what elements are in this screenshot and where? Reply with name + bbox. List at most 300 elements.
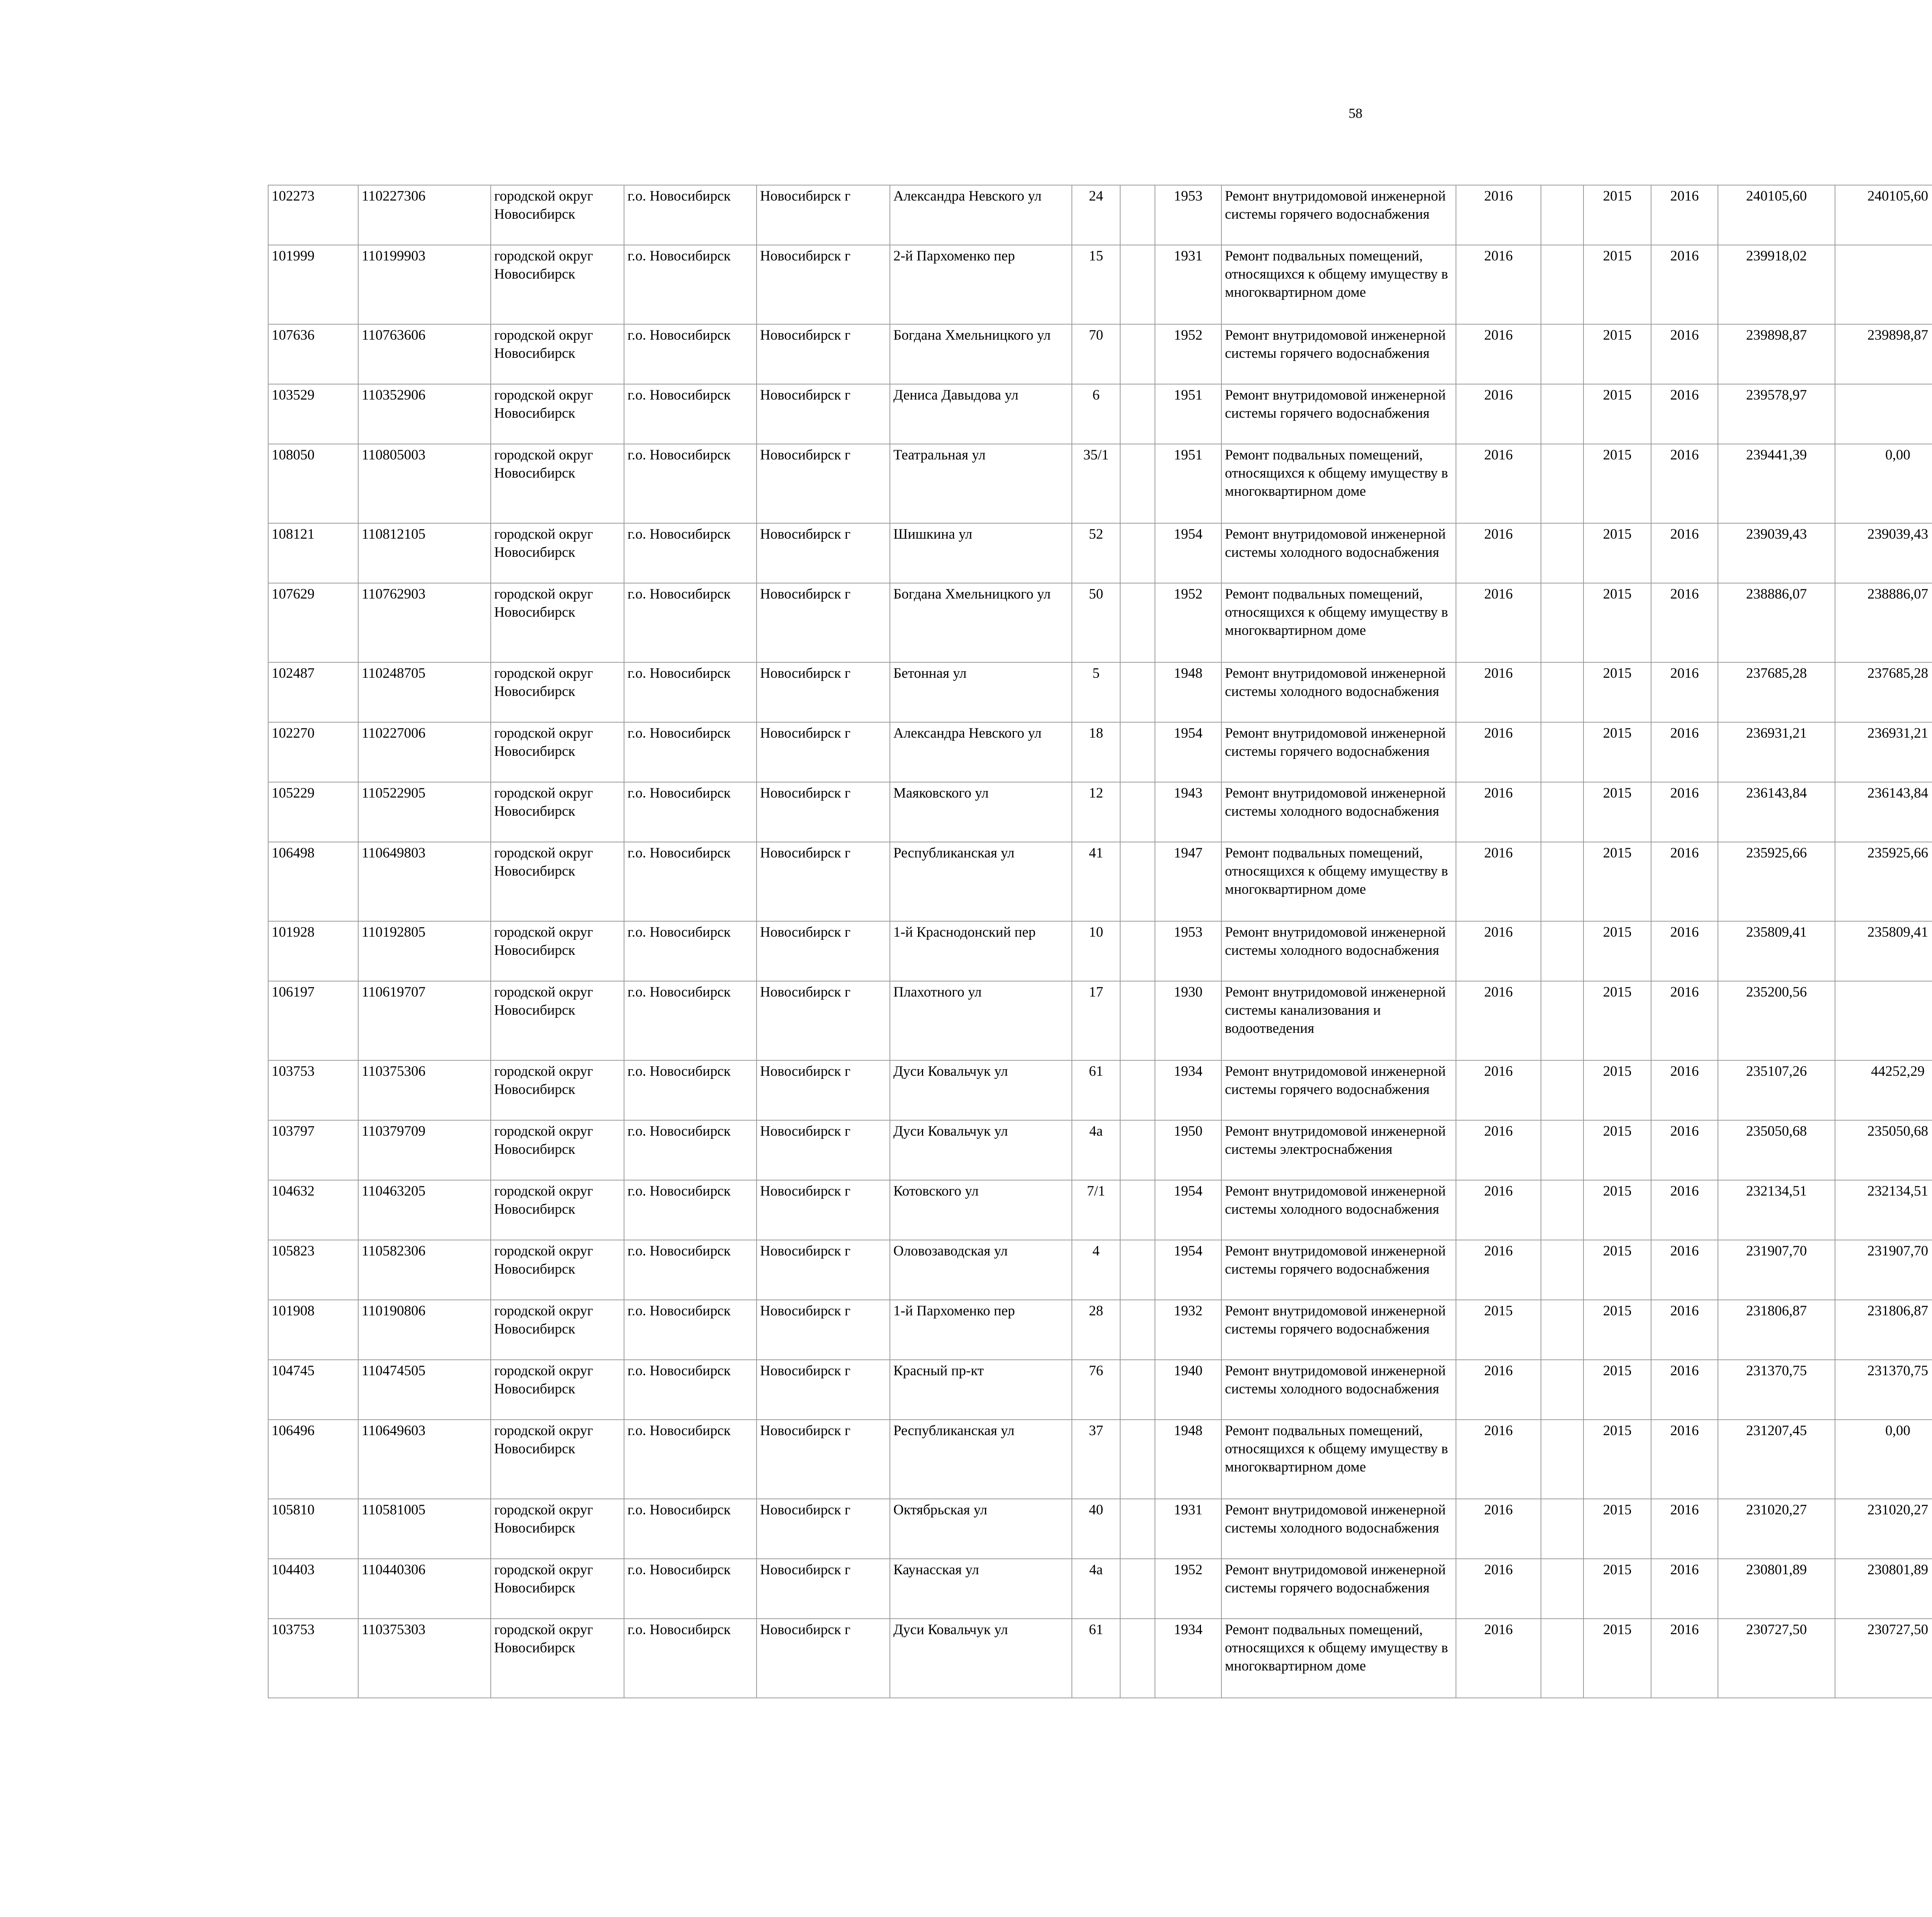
cell-locality-code: г.о. Новосибирск — [624, 842, 757, 921]
cell-object-id: 108050 — [268, 444, 358, 523]
table-row — [268, 1300, 1932, 1360]
cell-city: Новосибирск г — [757, 523, 890, 583]
cell-col-11 — [1541, 245, 1583, 324]
cell-building — [1120, 1240, 1155, 1300]
cell-municipality: городской округ Новосибирск — [491, 1559, 624, 1619]
cell-fund-amount: 232134,51 — [1835, 1180, 1932, 1240]
cell-period-start: 2015 — [1583, 1499, 1651, 1559]
cell-construction-year: 1940 — [1155, 1360, 1221, 1420]
cell-house-number: 10 — [1072, 921, 1120, 981]
cell-construction-year: 1952 — [1155, 1559, 1221, 1619]
cell-fund-amount: 231370,75 — [1835, 1360, 1932, 1420]
table-row — [268, 245, 1932, 324]
cell-col-11 — [1541, 782, 1583, 842]
cell-locality-code: г.о. Новосибирск — [624, 1060, 757, 1120]
cell-locality-code: г.о. Новосибирск — [624, 245, 757, 324]
cell-building — [1120, 981, 1155, 1060]
cell-construction-year: 1954 — [1155, 722, 1221, 782]
cell-house-code: 110474505 — [358, 1360, 491, 1420]
cell-work-type: Ремонт внутридомовой инженерной системы холодного водоснабжения — [1221, 1499, 1456, 1559]
cell-house-number: 70 — [1072, 324, 1120, 384]
cell-municipality: городской округ Новосибирск — [491, 1499, 624, 1559]
cell-period-end: 2016 — [1651, 185, 1718, 245]
cell-object-id: 104632 — [268, 1180, 358, 1240]
cell-period-end: 2016 — [1651, 523, 1718, 583]
cell-total-cost: 239578,97 — [1718, 384, 1835, 444]
cell-col-11 — [1541, 1499, 1583, 1559]
cell-total-cost: 231907,70 — [1718, 1240, 1835, 1300]
cell-street: Богдана Хмельницкого ул — [890, 583, 1072, 662]
cell-house-code: 110805003 — [358, 444, 491, 523]
cell-house-number: 41 — [1072, 842, 1120, 921]
cell-total-cost: 240105,60 — [1718, 185, 1835, 245]
cell-plan-year: 2016 — [1456, 662, 1541, 722]
cell-total-cost: 239441,39 — [1718, 444, 1835, 523]
page-number: 58 — [1349, 105, 1362, 121]
cell-house-number: 18 — [1072, 722, 1120, 782]
cell-house-number: 52 — [1072, 523, 1120, 583]
cell-city: Новосибирск г — [757, 185, 890, 245]
cell-city: Новосибирск г — [757, 1300, 890, 1360]
cell-period-end: 2016 — [1651, 1180, 1718, 1240]
cell-house-number: 40 — [1072, 1499, 1120, 1559]
cell-period-start: 2015 — [1583, 1060, 1651, 1120]
cell-work-type: Ремонт внутридомовой инженерной системы канализования и водоотведения — [1221, 981, 1456, 1060]
cell-municipality: городской округ Новосибирск — [491, 1619, 624, 1698]
cell-work-type: Ремонт подвальных помещений, относящихся к общему имуществу в многоквартирном доме — [1221, 245, 1456, 324]
cell-work-type: Ремонт внутридомовой инженерной системы холодного водоснабжения — [1221, 921, 1456, 981]
table-row — [268, 782, 1932, 842]
cell-city: Новосибирск г — [757, 662, 890, 722]
cell-fund-amount: 230801,89 — [1835, 1559, 1932, 1619]
cell-municipality: городской округ Новосибирск — [491, 1060, 624, 1120]
cell-period-start: 2015 — [1583, 782, 1651, 842]
cell-house-number: 61 — [1072, 1060, 1120, 1120]
cell-total-cost: 236143,84 — [1718, 782, 1835, 842]
cell-street: Плахотного ул — [890, 981, 1072, 1060]
cell-plan-year: 2016 — [1456, 185, 1541, 245]
cell-house-code: 110227006 — [358, 722, 491, 782]
cell-city: Новосибирск г — [757, 1499, 890, 1559]
cell-fund-amount: 239039,43 — [1835, 523, 1932, 583]
table-row — [268, 981, 1932, 1060]
cell-work-type: Ремонт внутридомовой инженерной системы холодного водоснабжения — [1221, 523, 1456, 583]
cell-col-11 — [1541, 842, 1583, 921]
cell-fund-amount — [1835, 384, 1932, 444]
cell-col-11 — [1541, 1180, 1583, 1240]
cell-period-start: 2015 — [1583, 1240, 1651, 1300]
table-row — [268, 324, 1932, 384]
cell-city: Новосибирск г — [757, 722, 890, 782]
cell-plan-year: 2015 — [1456, 1300, 1541, 1360]
cell-period-start: 2015 — [1583, 1420, 1651, 1499]
cell-work-type: Ремонт подвальных помещений, относящихся к общему имуществу в многоквартирном доме — [1221, 842, 1456, 921]
cell-work-type: Ремонт подвальных помещений, относящихся к общему имуществу в многоквартирном доме — [1221, 444, 1456, 523]
cell-building — [1120, 583, 1155, 662]
cell-fund-amount — [1835, 981, 1932, 1060]
table-row — [268, 1120, 1932, 1180]
cell-period-end: 2016 — [1651, 1619, 1718, 1698]
cell-street: Бетонная ул — [890, 662, 1072, 722]
cell-period-start: 2015 — [1583, 523, 1651, 583]
cell-building — [1120, 185, 1155, 245]
cell-plan-year: 2016 — [1456, 842, 1541, 921]
cell-city: Новосибирск г — [757, 842, 890, 921]
cell-construction-year: 1950 — [1155, 1120, 1221, 1180]
cell-locality-code: г.о. Новосибирск — [624, 782, 757, 842]
cell-work-type: Ремонт внутридомовой инженерной системы холодного водоснабжения — [1221, 1360, 1456, 1420]
cell-construction-year: 1931 — [1155, 245, 1221, 324]
cell-construction-year: 1954 — [1155, 523, 1221, 583]
cell-municipality: городской округ Новосибирск — [491, 245, 624, 324]
cell-total-cost: 235809,41 — [1718, 921, 1835, 981]
cell-work-type: Ремонт внутридомовой инженерной системы горячего водоснабжения — [1221, 384, 1456, 444]
cell-house-code: 110649803 — [358, 842, 491, 921]
cell-street: Богдана Хмельницкого ул — [890, 324, 1072, 384]
cell-period-start: 2015 — [1583, 1360, 1651, 1420]
cell-work-type: Ремонт подвальных помещений, относящихся к общему имуществу в многоквартирном доме — [1221, 1619, 1456, 1698]
table-row — [268, 444, 1932, 523]
cell-col-11 — [1541, 1420, 1583, 1499]
cell-street: Республиканская ул — [890, 842, 1072, 921]
cell-house-code: 110248705 — [358, 662, 491, 722]
cell-locality-code: г.о. Новосибирск — [624, 921, 757, 981]
cell-total-cost: 232134,51 — [1718, 1180, 1835, 1240]
cell-street: Дуси Ковальчук ул — [890, 1060, 1072, 1120]
cell-construction-year: 1934 — [1155, 1619, 1221, 1698]
cell-plan-year: 2016 — [1456, 981, 1541, 1060]
cell-construction-year: 1948 — [1155, 1420, 1221, 1499]
cell-construction-year: 1931 — [1155, 1499, 1221, 1559]
cell-locality-code: г.о. Новосибирск — [624, 722, 757, 782]
cell-col-11 — [1541, 185, 1583, 245]
cell-house-number: 6 — [1072, 384, 1120, 444]
cell-total-cost: 230727,50 — [1718, 1619, 1835, 1698]
cell-house-number: 28 — [1072, 1300, 1120, 1360]
cell-street: Александра Невского ул — [890, 722, 1072, 782]
cell-period-end: 2016 — [1651, 324, 1718, 384]
cell-col-11 — [1541, 1060, 1583, 1120]
cell-street: Дуси Ковальчук ул — [890, 1619, 1072, 1698]
cell-fund-amount: 240105,60 — [1835, 185, 1932, 245]
cell-col-11 — [1541, 1619, 1583, 1698]
cell-house-number: 35/1 — [1072, 444, 1120, 523]
cell-period-start: 2015 — [1583, 842, 1651, 921]
cell-city: Новосибирск г — [757, 384, 890, 444]
cell-plan-year: 2016 — [1456, 722, 1541, 782]
cell-building — [1120, 662, 1155, 722]
cell-fund-amount: 0,00 — [1835, 444, 1932, 523]
cell-street: Маяковского ул — [890, 782, 1072, 842]
cell-street: Александра Невского ул — [890, 185, 1072, 245]
cell-work-type: Ремонт подвальных помещений, относящихся к общему имуществу в многоквартирном доме — [1221, 583, 1456, 662]
table-row — [268, 921, 1932, 981]
cell-col-11 — [1541, 1360, 1583, 1420]
cell-col-11 — [1541, 722, 1583, 782]
table-row — [268, 583, 1932, 662]
cell-plan-year: 2016 — [1456, 1499, 1541, 1559]
cell-municipality: городской округ Новосибирск — [491, 842, 624, 921]
cell-construction-year: 1952 — [1155, 324, 1221, 384]
cell-work-type: Ремонт внутридомовой инженерной системы электроснабжения — [1221, 1120, 1456, 1180]
cell-work-type: Ремонт внутридомовой инженерной системы холодного водоснабжения — [1221, 662, 1456, 722]
cell-building — [1120, 245, 1155, 324]
cell-municipality: городской округ Новосибирск — [491, 1120, 624, 1180]
cell-house-code: 110190806 — [358, 1300, 491, 1360]
table-row — [268, 662, 1932, 722]
cell-total-cost: 235050,68 — [1718, 1120, 1835, 1180]
cell-total-cost: 239039,43 — [1718, 523, 1835, 583]
cell-fund-amount: 237685,28 — [1835, 662, 1932, 722]
cell-period-end: 2016 — [1651, 583, 1718, 662]
cell-house-number: 4а — [1072, 1559, 1120, 1619]
table-row — [268, 1499, 1932, 1559]
cell-municipality: городской округ Новосибирск — [491, 583, 624, 662]
table-row — [268, 1619, 1932, 1698]
cell-street: Октябрьская ул — [890, 1499, 1072, 1559]
cell-object-id: 108121 — [268, 523, 358, 583]
cell-street: Театральная ул — [890, 444, 1072, 523]
cell-fund-amount: 236143,84 — [1835, 782, 1932, 842]
cell-locality-code: г.о. Новосибирск — [624, 1420, 757, 1499]
cell-col-11 — [1541, 1240, 1583, 1300]
cell-object-id: 102270 — [268, 722, 358, 782]
cell-house-code: 110199903 — [358, 245, 491, 324]
cell-construction-year: 1930 — [1155, 981, 1221, 1060]
cell-work-type: Ремонт внутридомовой инженерной системы холодного водоснабжения — [1221, 1180, 1456, 1240]
cell-col-11 — [1541, 981, 1583, 1060]
cell-period-start: 2015 — [1583, 722, 1651, 782]
cell-building — [1120, 523, 1155, 583]
cell-city: Новосибирск г — [757, 1619, 890, 1698]
cell-building — [1120, 324, 1155, 384]
cell-house-code: 110463205 — [358, 1180, 491, 1240]
cell-plan-year: 2016 — [1456, 1240, 1541, 1300]
cell-period-end: 2016 — [1651, 1060, 1718, 1120]
cell-city: Новосибирск г — [757, 583, 890, 662]
cell-fund-amount: 235925,66 — [1835, 842, 1932, 921]
cell-city: Новосибирск г — [757, 444, 890, 523]
cell-building — [1120, 1360, 1155, 1420]
cell-period-end: 2016 — [1651, 782, 1718, 842]
cell-fund-amount — [1835, 245, 1932, 324]
cell-period-end: 2016 — [1651, 1120, 1718, 1180]
cell-plan-year: 2016 — [1456, 1360, 1541, 1420]
cell-building — [1120, 722, 1155, 782]
cell-plan-year: 2016 — [1456, 384, 1541, 444]
cell-street: Каунасская ул — [890, 1559, 1072, 1619]
cell-city: Новосибирск г — [757, 1120, 890, 1180]
cell-building — [1120, 444, 1155, 523]
cell-construction-year: 1943 — [1155, 782, 1221, 842]
cell-plan-year: 2016 — [1456, 782, 1541, 842]
cell-house-code: 110440306 — [358, 1559, 491, 1619]
cell-city: Новосибирск г — [757, 245, 890, 324]
table-body — [268, 185, 1932, 1698]
cell-city: Новосибирск г — [757, 1559, 890, 1619]
cell-street: Республиканская ул — [890, 1420, 1072, 1499]
cell-building — [1120, 1180, 1155, 1240]
cell-object-id: 103797 — [268, 1120, 358, 1180]
cell-plan-year: 2016 — [1456, 1420, 1541, 1499]
cell-house-number: 4 — [1072, 1240, 1120, 1300]
cell-period-start: 2015 — [1583, 1300, 1651, 1360]
cell-building — [1120, 1619, 1155, 1698]
cell-col-11 — [1541, 1559, 1583, 1619]
cell-municipality: городской округ Новосибирск — [491, 981, 624, 1060]
cell-street: Оловозаводская ул — [890, 1240, 1072, 1300]
cell-street: 1-й Пархоменко пер — [890, 1300, 1072, 1360]
cell-fund-amount: 0,00 — [1835, 1420, 1932, 1499]
cell-locality-code: г.о. Новосибирск — [624, 1499, 757, 1559]
cell-building — [1120, 782, 1155, 842]
table-row — [268, 722, 1932, 782]
cell-plan-year: 2016 — [1456, 324, 1541, 384]
cell-fund-amount: 231907,70 — [1835, 1240, 1932, 1300]
cell-building — [1120, 842, 1155, 921]
cell-work-type: Ремонт внутридомовой инженерной системы горячего водоснабжения — [1221, 185, 1456, 245]
cell-locality-code: г.о. Новосибирск — [624, 384, 757, 444]
cell-plan-year: 2016 — [1456, 921, 1541, 981]
cell-municipality: городской округ Новосибирск — [491, 1300, 624, 1360]
cell-construction-year: 1954 — [1155, 1240, 1221, 1300]
cell-house-number: 12 — [1072, 782, 1120, 842]
cell-object-id: 105229 — [268, 782, 358, 842]
cell-house-code: 110227306 — [358, 185, 491, 245]
cell-period-end: 2016 — [1651, 842, 1718, 921]
cell-total-cost: 239898,87 — [1718, 324, 1835, 384]
table-row — [268, 1240, 1932, 1300]
cell-object-id: 103753 — [268, 1060, 358, 1120]
cell-object-id: 106496 — [268, 1420, 358, 1499]
cell-total-cost: 235107,26 — [1718, 1060, 1835, 1120]
cell-period-start: 2015 — [1583, 583, 1651, 662]
cell-building — [1120, 1120, 1155, 1180]
cell-house-code: 110649603 — [358, 1420, 491, 1499]
cell-work-type: Ремонт внутридомовой инженерной системы горячего водоснабжения — [1221, 1300, 1456, 1360]
cell-house-number: 4а — [1072, 1120, 1120, 1180]
cell-city: Новосибирск г — [757, 1420, 890, 1499]
cell-work-type: Ремонт внутридомовой инженерной системы горячего водоснабжения — [1221, 324, 1456, 384]
cell-period-end: 2016 — [1651, 662, 1718, 722]
cell-fund-amount: 238886,07 — [1835, 583, 1932, 662]
cell-period-end: 2016 — [1651, 1559, 1718, 1619]
cell-street: Шишкина ул — [890, 523, 1072, 583]
cell-total-cost: 231207,45 — [1718, 1420, 1835, 1499]
cell-locality-code: г.о. Новосибирск — [624, 185, 757, 245]
cell-city: Новосибирск г — [757, 921, 890, 981]
cell-object-id: 107636 — [268, 324, 358, 384]
cell-house-number: 61 — [1072, 1619, 1120, 1698]
cell-locality-code: г.о. Новосибирск — [624, 981, 757, 1060]
cell-street: Котовского ул — [890, 1180, 1072, 1240]
cell-plan-year: 2016 — [1456, 1120, 1541, 1180]
cell-plan-year: 2016 — [1456, 1060, 1541, 1120]
cell-object-id: 102273 — [268, 185, 358, 245]
cell-period-end: 2016 — [1651, 1240, 1718, 1300]
table-row — [268, 1060, 1932, 1120]
cell-city: Новосибирск г — [757, 782, 890, 842]
cell-locality-code: г.о. Новосибирск — [624, 444, 757, 523]
cell-plan-year: 2016 — [1456, 1619, 1541, 1698]
cell-house-number: 17 — [1072, 981, 1120, 1060]
cell-municipality: городской округ Новосибирск — [491, 1240, 624, 1300]
cell-plan-year: 2016 — [1456, 1180, 1541, 1240]
cell-total-cost: 237685,28 — [1718, 662, 1835, 722]
cell-municipality: городской округ Новосибирск — [491, 444, 624, 523]
cell-building — [1120, 1420, 1155, 1499]
cell-object-id: 105810 — [268, 1499, 358, 1559]
cell-construction-year: 1954 — [1155, 1180, 1221, 1240]
table-row — [268, 384, 1932, 444]
cell-period-start: 2015 — [1583, 1120, 1651, 1180]
cell-total-cost: 231020,27 — [1718, 1499, 1835, 1559]
table-row — [268, 1180, 1932, 1240]
cell-object-id: 104403 — [268, 1559, 358, 1619]
cell-house-code: 110582306 — [358, 1240, 491, 1300]
cell-locality-code: г.о. Новосибирск — [624, 324, 757, 384]
cell-house-code: 110379709 — [358, 1120, 491, 1180]
table-row — [268, 1559, 1932, 1619]
table-row — [268, 185, 1932, 245]
cell-municipality: городской округ Новосибирск — [491, 722, 624, 782]
cell-municipality: городской округ Новосибирск — [491, 1360, 624, 1420]
table-row — [268, 1420, 1932, 1499]
cell-house-number: 24 — [1072, 185, 1120, 245]
cell-col-11 — [1541, 384, 1583, 444]
cell-period-start: 2015 — [1583, 1180, 1651, 1240]
cell-construction-year: 1952 — [1155, 583, 1221, 662]
cell-municipality: городской округ Новосибирск — [491, 1180, 624, 1240]
cell-locality-code: г.о. Новосибирск — [624, 1240, 757, 1300]
cell-house-code: 110352906 — [358, 384, 491, 444]
cell-house-number: 15 — [1072, 245, 1120, 324]
cell-total-cost: 231806,87 — [1718, 1300, 1835, 1360]
cell-object-id: 103753 — [268, 1619, 358, 1698]
cell-object-id: 105823 — [268, 1240, 358, 1300]
cell-municipality: городской округ Новосибирск — [491, 921, 624, 981]
cell-period-end: 2016 — [1651, 444, 1718, 523]
cell-house-code: 110812105 — [358, 523, 491, 583]
cell-fund-amount: 44252,29 — [1835, 1060, 1932, 1120]
cell-building — [1120, 1060, 1155, 1120]
cell-construction-year: 1934 — [1155, 1060, 1221, 1120]
cell-work-type: Ремонт подвальных помещений, относящихся к общему имуществу в многоквартирном доме — [1221, 1420, 1456, 1499]
cell-period-start: 2015 — [1583, 324, 1651, 384]
cell-period-end: 2016 — [1651, 384, 1718, 444]
cell-street: 2-й Пархоменко пер — [890, 245, 1072, 324]
cell-work-type: Ремонт внутридомовой инженерной системы горячего водоснабжения — [1221, 1060, 1456, 1120]
cell-fund-amount: 230727,50 — [1835, 1619, 1932, 1698]
cell-building — [1120, 1499, 1155, 1559]
cell-construction-year: 1951 — [1155, 444, 1221, 523]
cell-object-id: 101999 — [268, 245, 358, 324]
cell-fund-amount: 235050,68 — [1835, 1120, 1932, 1180]
cell-object-id: 103529 — [268, 384, 358, 444]
cell-street: 1-й Краснодонский пер — [890, 921, 1072, 981]
cell-house-code: 110375306 — [358, 1060, 491, 1120]
cell-fund-amount: 231020,27 — [1835, 1499, 1932, 1559]
cell-col-11 — [1541, 662, 1583, 722]
cell-period-start: 2015 — [1583, 444, 1651, 523]
cell-period-end: 2016 — [1651, 1420, 1718, 1499]
cell-period-start: 2015 — [1583, 921, 1651, 981]
cell-period-end: 2016 — [1651, 1300, 1718, 1360]
cell-locality-code: г.о. Новосибирск — [624, 1120, 757, 1180]
cell-col-11 — [1541, 523, 1583, 583]
cell-col-11 — [1541, 324, 1583, 384]
cell-col-11 — [1541, 444, 1583, 523]
